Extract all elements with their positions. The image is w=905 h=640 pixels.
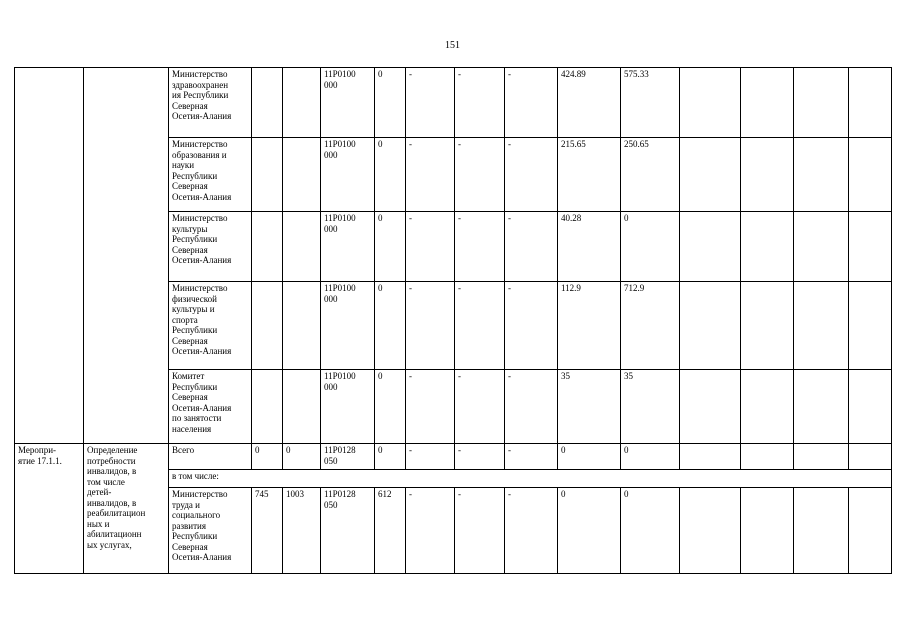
year-2022-cell: [849, 138, 892, 212]
year-2017-cell: 424.89: [558, 68, 621, 138]
year-2020-cell: [741, 282, 794, 370]
responsible-cell: Министерство образования и науки Республики Северная Осетия-Алания: [169, 138, 252, 212]
year-2015-cell: -: [455, 488, 505, 574]
year-2020-cell: [741, 68, 794, 138]
csr-cell: 11Р0100 000: [321, 212, 375, 282]
csr-cell: 11Р0100 000: [321, 138, 375, 212]
responsible-cell: Комитет Республики Северная Осетия-Алания по занятости населения: [169, 370, 252, 444]
year-2014-cell: -: [406, 488, 455, 574]
year-2020-cell: [741, 212, 794, 282]
status-cell: [15, 68, 84, 444]
responsible-cell: Министерство труда и социального развития Республики Северная Осетия-Алания: [169, 488, 252, 574]
table-row: [15, 68, 892, 138]
rzpr-cell: [283, 138, 321, 212]
rzpr-cell: [283, 282, 321, 370]
year-2019-cell: [680, 68, 741, 138]
year-2021-cell: [794, 370, 849, 444]
year-2015-cell: -: [455, 444, 505, 470]
csr-cell: 11Р0100 000: [321, 68, 375, 138]
year-2022-cell: [849, 370, 892, 444]
year-2015-cell: -: [455, 212, 505, 282]
year-2019-cell: [680, 370, 741, 444]
vr-cell: 612: [375, 488, 406, 574]
name-cell: Определение потребности инвалидов, в том числе детей- инвалидов, в реабилитацион ных и абилитационн ых услугах,: [84, 444, 169, 574]
year-2017-cell: 35: [558, 370, 621, 444]
year-2022-cell: [849, 282, 892, 370]
csr-cell: 11Р0100 000: [321, 370, 375, 444]
page-number: 151: [445, 40, 460, 51]
year-2016-cell: -: [505, 138, 558, 212]
vr-cell: 0: [375, 444, 406, 470]
year-2018-cell: 250.65: [621, 138, 680, 212]
year-2015-cell: -: [455, 370, 505, 444]
year-2020-cell: [741, 138, 794, 212]
budget-table: [14, 67, 892, 574]
grbs-cell: [252, 138, 283, 212]
vr-cell: 0: [375, 370, 406, 444]
year-2018-cell: 0: [621, 212, 680, 282]
grbs-cell: [252, 212, 283, 282]
vr-cell: 0: [375, 212, 406, 282]
year-2019-cell: [680, 212, 741, 282]
year-2018-cell: 712.9: [621, 282, 680, 370]
year-2016-cell: -: [505, 68, 558, 138]
year-2015-cell: -: [455, 68, 505, 138]
year-2017-cell: 40.28: [558, 212, 621, 282]
year-2017-cell: 0: [558, 488, 621, 574]
grbs-cell: 0: [252, 444, 283, 470]
year-2017-cell: 215.65: [558, 138, 621, 212]
year-2019-cell: [680, 488, 741, 574]
grbs-cell: [252, 282, 283, 370]
year-2016-cell: -: [505, 370, 558, 444]
year-2020-cell: [741, 370, 794, 444]
year-2018-cell: 35: [621, 370, 680, 444]
table-row: [15, 444, 892, 470]
year-2022-cell: [849, 444, 892, 470]
rzpr-cell: [283, 68, 321, 138]
year-2021-cell: [794, 444, 849, 470]
year-2022-cell: [849, 212, 892, 282]
year-2014-cell: -: [406, 282, 455, 370]
year-2014-cell: -: [406, 444, 455, 470]
year-2017-cell: 0: [558, 444, 621, 470]
vr-cell: 0: [375, 282, 406, 370]
year-2016-cell: -: [505, 488, 558, 574]
year-2017-cell: 112.9: [558, 282, 621, 370]
year-2014-cell: -: [406, 68, 455, 138]
year-2021-cell: [794, 488, 849, 574]
vr-cell: 0: [375, 68, 406, 138]
year-2019-cell: [680, 282, 741, 370]
responsible-cell: Министерство физической культуры и спорта Республики Северная Осетия-Алания: [169, 282, 252, 370]
year-2018-cell: 575.33: [621, 68, 680, 138]
year-2014-cell: -: [406, 370, 455, 444]
year-2020-cell: [741, 488, 794, 574]
csr-cell: 11Р0128 050: [321, 488, 375, 574]
grbs-cell: [252, 370, 283, 444]
responsible-cell: Министерство культуры Республики Северная Осетия-Алания: [169, 212, 252, 282]
year-2022-cell: [849, 488, 892, 574]
status-cell: Меропри- ятие 17.1.1.: [15, 444, 84, 574]
name-cell: [84, 68, 169, 444]
grbs-cell: [252, 68, 283, 138]
responsible-cell: Всего: [169, 444, 252, 470]
year-2022-cell: [849, 68, 892, 138]
year-2015-cell: -: [455, 282, 505, 370]
year-2016-cell: -: [505, 212, 558, 282]
grbs-cell: 745: [252, 488, 283, 574]
csr-cell: 11Р0100 000: [321, 282, 375, 370]
year-2021-cell: [794, 138, 849, 212]
year-2021-cell: [794, 212, 849, 282]
year-2019-cell: [680, 138, 741, 212]
vr-cell: 0: [375, 138, 406, 212]
responsible-cell: Министерство здравоохранен ия Республики Северная Осетия-Алания: [169, 68, 252, 138]
year-2014-cell: -: [406, 138, 455, 212]
rzpr-cell: [283, 370, 321, 444]
year-2020-cell: [741, 444, 794, 470]
csr-cell: 11Р0128 050: [321, 444, 375, 470]
year-2021-cell: [794, 282, 849, 370]
year-2014-cell: -: [406, 212, 455, 282]
including-label: в том числе:: [169, 470, 892, 488]
rzpr-cell: [283, 212, 321, 282]
year-2021-cell: [794, 68, 849, 138]
year-2019-cell: [680, 444, 741, 470]
year-2018-cell: 0: [621, 488, 680, 574]
year-2018-cell: 0: [621, 444, 680, 470]
rzpr-cell: 0: [283, 444, 321, 470]
rzpr-cell: 1003: [283, 488, 321, 574]
year-2015-cell: -: [455, 138, 505, 212]
year-2016-cell: -: [505, 444, 558, 470]
year-2016-cell: -: [505, 282, 558, 370]
